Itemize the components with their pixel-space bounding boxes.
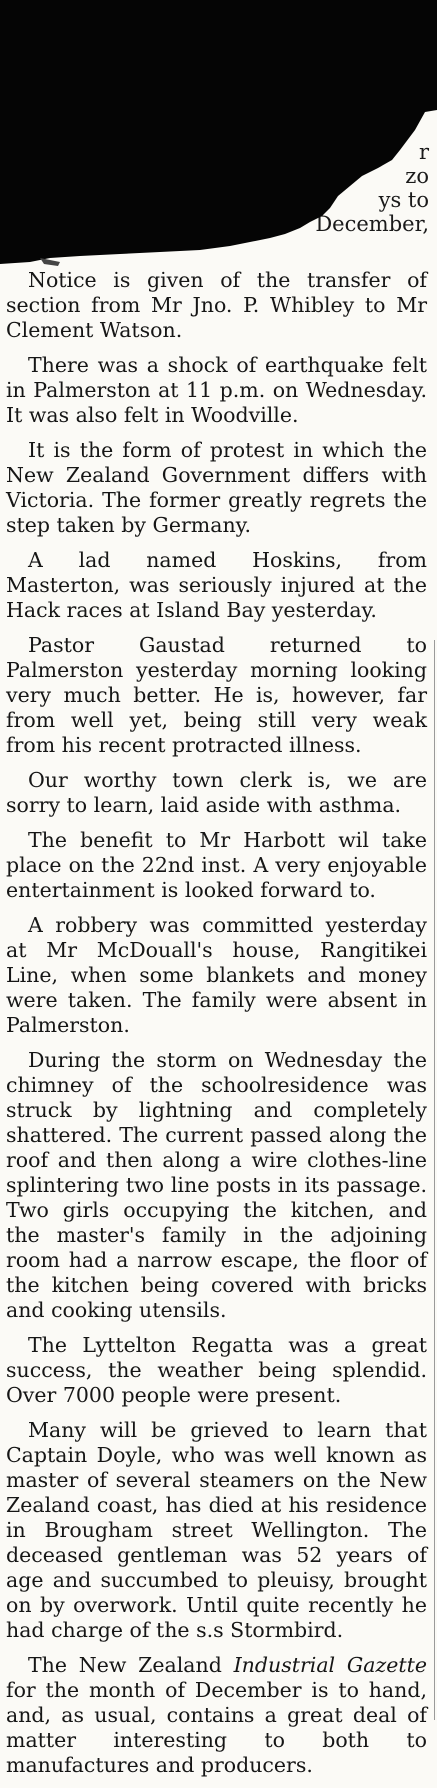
news-paragraph: A robbery was committed yesterday at Mr McDouall's house, Rangitikei Line, when some blankets and money were taken. The family were absent in Palmerston.	[6, 913, 427, 1037]
news-paragraph: Our worthy town clerk is, we are sorry to learn, laid aside with asthma.	[6, 768, 427, 817]
gazette-title: Industrial Gazette	[233, 1653, 427, 1677]
news-paragraph-gazette	[6, 1653, 427, 1778]
news-paragraph: The benefit to Mr Harbott wil take place on the 22nd inst. A very enjoyable entertainment is looked forward to.	[6, 828, 427, 902]
news-paragraph: There was a shock of earthquake felt in Palmerston at 11 p.m. on Wednesday. It was also felt in Woodville.	[6, 353, 427, 427]
news-paragraph: Notice is given of the transfer of section from Mr Jno. P. Whibley to Mr Clement Watson.	[6, 268, 427, 342]
gazette-text-before: The New Zealand	[28, 1653, 234, 1677]
news-paragraph: During the storm on Wednesday the chimney of the schoolresidence was struck by lightning and completely shattered. The current passed along the roof and then along a wire clothes-line splintering two line posts in its passage. Two girls occupying the kitchen, and the master's family in the adjoining room had a narrow escape, the floor of the kitchen being covered with bricks and cooking utensils.	[6, 1048, 427, 1322]
column-rule	[434, 640, 435, 1720]
fragment-line-1: r	[418, 140, 429, 164]
news-column	[6, 268, 427, 1788]
fragment-line-2: zo	[405, 164, 429, 188]
news-paragraph: Many will be grieved to learn that Captain Doyle, who was well known as master of several steamers on the New Zealand coast, has died at his residence in Brougham street Wellington. The deceased gentleman was 52 years of age and succumbed to pleuisy, brought on by overwork. Until quite recently he had charge of the s.s Stormbird.	[6, 1418, 427, 1642]
news-paragraph: It is the form of protest in which the New Zealand Government differs with Victoria. The former greatly regrets the step taken by Germany.	[6, 438, 427, 537]
fragment-line-3: ys to	[378, 188, 429, 212]
fragment-line-4: December,	[315, 212, 429, 236]
news-paragraph: Pastor Gaustad returned to Palmerston yesterday morning looking very much better. He is, however, far from well yet, being still very weak from his recent protracted illness.	[6, 633, 427, 757]
news-paragraph: A lad named Hoskins, from Masterton, was seriously injured at the Hack races at Island Bay yesterday.	[6, 548, 427, 622]
gazette-text-after: for the month of December is to hand, and, as usual, contains a great deal of matter interesting to both to manufactures and producers.	[6, 1678, 427, 1777]
torn-damage-area	[0, 0, 437, 270]
news-paragraph: The Lyttelton Regatta was a great success, the weather being splendid. Over 7000 people were present.	[6, 1333, 427, 1407]
